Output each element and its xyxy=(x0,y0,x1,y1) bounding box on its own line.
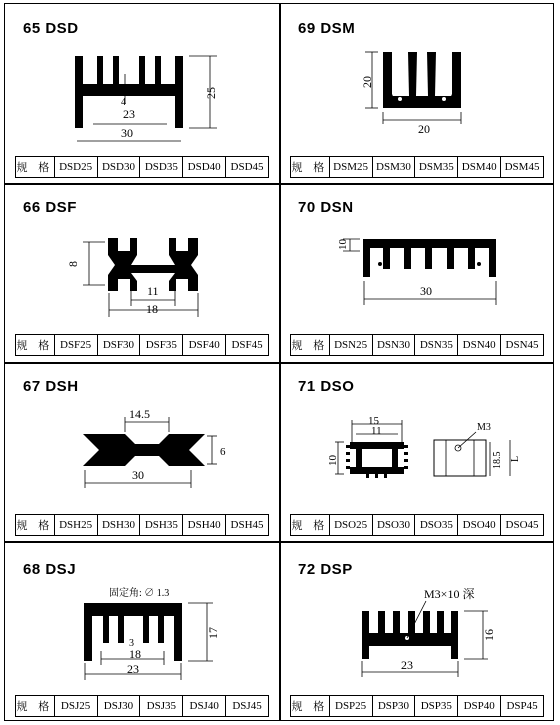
dim-label: 25 xyxy=(204,87,218,99)
spec-cell: DSM30 xyxy=(372,157,415,177)
spec-cell: DSH35 xyxy=(139,515,182,535)
spec-cell: DSO35 xyxy=(414,515,457,535)
dim-label: 30 xyxy=(121,126,133,140)
dim-label: 14.5 xyxy=(129,407,150,421)
dim-label: 16 xyxy=(482,629,496,641)
dim-label: 23 xyxy=(123,107,135,121)
product-card-dsh xyxy=(5,362,280,541)
dim-label: L xyxy=(510,455,521,462)
product-card-dsm xyxy=(280,4,555,183)
spec-table xyxy=(15,334,269,356)
spec-cell: DSN25 xyxy=(329,335,372,355)
spec-cell: DSM40 xyxy=(457,157,500,177)
product-card-dsn xyxy=(280,183,555,362)
product-card-dsp xyxy=(280,541,555,720)
spec-cell: DSN45 xyxy=(500,335,543,355)
spec-label: 规 格 xyxy=(16,162,54,174)
dim-label: 17 xyxy=(206,627,220,639)
dim-label: 23 xyxy=(127,662,139,676)
dim-label: 15 xyxy=(368,415,379,427)
product-code: 68 DSJ xyxy=(23,561,77,578)
spec-label: 规 格 xyxy=(291,340,329,352)
spec-table xyxy=(290,514,544,536)
spec-cell: DSP30 xyxy=(372,696,415,716)
dim-label: 8 xyxy=(66,261,80,267)
spec-cell: DSP40 xyxy=(457,696,500,716)
spec-cell: DSF40 xyxy=(182,335,225,355)
spec-table xyxy=(290,695,544,717)
spec-cell: DSM35 xyxy=(414,157,457,177)
dim-label: 6 xyxy=(220,446,226,458)
dim-label: 30 xyxy=(420,284,432,298)
spec-cell: DSJ25 xyxy=(54,696,97,716)
spec-table xyxy=(15,514,269,536)
product-code: 72 DSP xyxy=(298,561,353,578)
dim-label: 3 xyxy=(129,638,134,649)
spec-cell: DSO45 xyxy=(500,515,543,535)
spec-cell: DSJ40 xyxy=(182,696,225,716)
spec-cell: DSP25 xyxy=(329,696,372,716)
product-code: 69 DSM xyxy=(298,20,356,37)
spec-cell: DSN30 xyxy=(372,335,415,355)
spec-label: 规 格 xyxy=(16,520,54,532)
product-card-dso xyxy=(280,362,555,541)
spec-cell: DSD30 xyxy=(97,157,140,177)
dim-label: 18 xyxy=(129,647,141,661)
spec-label: 规 格 xyxy=(291,520,329,532)
dim-label: M3 xyxy=(477,422,491,433)
product-card-dsj xyxy=(5,541,280,720)
spec-cell: DSM45 xyxy=(500,157,543,177)
product-card-dsf xyxy=(5,183,280,362)
spec-cell: DSN35 xyxy=(414,335,457,355)
catalog-grid xyxy=(4,3,554,721)
spec-cell: DSJ45 xyxy=(225,696,268,716)
spec-cell: DSP35 xyxy=(414,696,457,716)
profile-drawing xyxy=(5,541,280,720)
spec-cell: DSH45 xyxy=(225,515,268,535)
spec-cell: DSF25 xyxy=(54,335,97,355)
dim-label: 10 xyxy=(337,239,349,250)
spec-cell: DSJ30 xyxy=(97,696,140,716)
spec-table xyxy=(15,695,269,717)
spec-cell: DSH30 xyxy=(97,515,140,535)
spec-cell: DSF45 xyxy=(225,335,268,355)
dim-label: 18 xyxy=(146,302,158,316)
product-code: 66 DSF xyxy=(23,199,77,216)
product-card-dsd xyxy=(5,4,280,183)
spec-cell: DSP45 xyxy=(500,696,543,716)
spec-cell: DSM25 xyxy=(329,157,372,177)
dim-label: 18.5 xyxy=(492,451,503,469)
thread-depth-note: M3×10 深 xyxy=(424,587,475,601)
spec-cell: DSH25 xyxy=(54,515,97,535)
dim-label: 23 xyxy=(401,658,413,672)
dim-label: 20 xyxy=(418,122,430,136)
dim-label: 30 xyxy=(132,468,144,482)
spec-label: 规 格 xyxy=(291,162,329,174)
spec-cell: DSD40 xyxy=(182,157,225,177)
spec-cell: DSO25 xyxy=(329,515,372,535)
spec-cell: DSD45 xyxy=(225,157,268,177)
dim-label: 4 xyxy=(121,97,126,108)
spec-table xyxy=(290,156,544,178)
spec-cell: DSO40 xyxy=(457,515,500,535)
spec-cell: DSD35 xyxy=(139,157,182,177)
spec-table xyxy=(15,156,269,178)
spec-label: 规 格 xyxy=(16,340,54,352)
product-code: 70 DSN xyxy=(298,199,354,216)
dim-label: 10 xyxy=(327,455,339,466)
spec-label: 规 格 xyxy=(291,701,329,713)
dim-label: 20 xyxy=(360,76,374,88)
product-code: 67 DSH xyxy=(23,378,79,395)
spec-cell: DSN40 xyxy=(457,335,500,355)
product-code: 71 DSO xyxy=(298,378,355,395)
spec-table xyxy=(290,334,544,356)
spec-cell: DSF30 xyxy=(97,335,140,355)
fixing-angle-note: 固定角: ∅ 1.3 xyxy=(109,588,170,599)
spec-cell: DSO30 xyxy=(372,515,415,535)
spec-cell: DSJ35 xyxy=(139,696,182,716)
dim-label: 11 xyxy=(371,425,382,437)
dim-label: 11 xyxy=(147,284,159,298)
spec-cell: DSH40 xyxy=(182,515,225,535)
product-code: 65 DSD xyxy=(23,20,79,37)
spec-cell: DSD25 xyxy=(54,157,97,177)
spec-cell: DSF35 xyxy=(139,335,182,355)
profile-drawing xyxy=(280,541,555,720)
spec-label: 规 格 xyxy=(16,701,54,713)
